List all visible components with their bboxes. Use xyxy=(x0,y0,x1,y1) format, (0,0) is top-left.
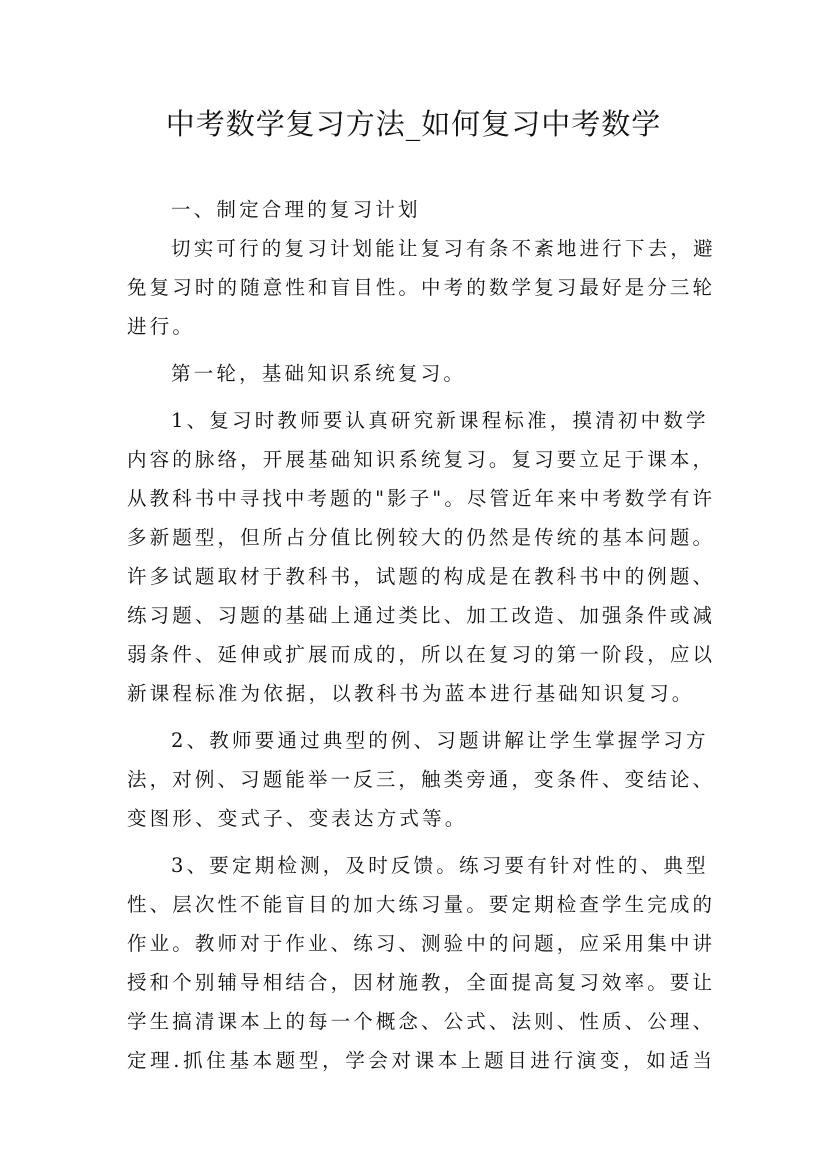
paragraph-line: 作业。教师对于作业、练习、测验中的问题，应采用集中讲 xyxy=(127,932,712,955)
document-body xyxy=(127,190,716,1080)
paragraph-line: 变图形、变式子、变表达方式等。 xyxy=(127,807,468,830)
paragraph-line: 许多试题取材于教科书，试题的构成是在教科书中的例题、 xyxy=(127,565,712,588)
paragraph-line: 2、教师要通过典型的例、习题讲解让学生掌握学习方 xyxy=(171,729,709,752)
paragraph-line: 新课程标准为依据，以教科书为蓝本进行基础知识复习。 xyxy=(127,682,695,705)
paragraph-line: 从教科书中寻找中考题的"影子"。尽管近年来中考数学有许 xyxy=(127,487,712,510)
document-title: 中考数学复习方法_如何复习中考数学 xyxy=(165,107,662,141)
paragraph-line: 进行。 xyxy=(127,315,196,338)
paragraph-line: 内容的脉络，开展基础知识系统复习。复习要立足于课本， xyxy=(127,448,712,471)
paragraph-line: 切实可行的复习计划能让复习有条不紊地进行下去，避 xyxy=(171,237,716,260)
paragraph-line: 学生搞清课本上的每一个概念、公式、法则、性质、公理、 xyxy=(127,1010,712,1033)
paragraph-line: 1、复习时教师要认真研究新课程标准，摸清初中数学 xyxy=(171,409,709,432)
paragraph-line: 免复习时的随意性和盲目性。中考的数学复习最好是分三轮 xyxy=(127,276,712,299)
paragraph-line: 授和个别辅导相结合，因材施教，全面提高复习效率。要让 xyxy=(127,971,712,994)
section-heading: 一、制定合理的复习计划 xyxy=(171,198,421,221)
paragraph-line: 多新题型，但所占分值比例较大的仍然是传统的基本问题。 xyxy=(127,526,712,549)
paragraph-line: 性、层次性不能盲目的加大练习量。要定期检查学生完成的 xyxy=(127,893,712,916)
paragraph-line: 定理.抓住基本题型，学会对课本上题目进行演变，如适当 xyxy=(127,1049,712,1072)
paragraph-line: 3、要定期检测，及时反馈。练习要有针对性的、典型 xyxy=(171,854,709,877)
paragraph-line: 弱条件、延伸或扩展而成的，所以在复习的第一阶段，应以 xyxy=(127,643,712,666)
paragraph-line: 练习题、习题的基础上通过类比、加工改造、加强条件或减 xyxy=(127,604,712,627)
paragraph-line: 法，对例、习题能举一反三，触类旁通，变条件、变结论、 xyxy=(127,768,712,791)
paragraph-line: 第一轮，基础知识系统复习。 xyxy=(171,362,467,385)
